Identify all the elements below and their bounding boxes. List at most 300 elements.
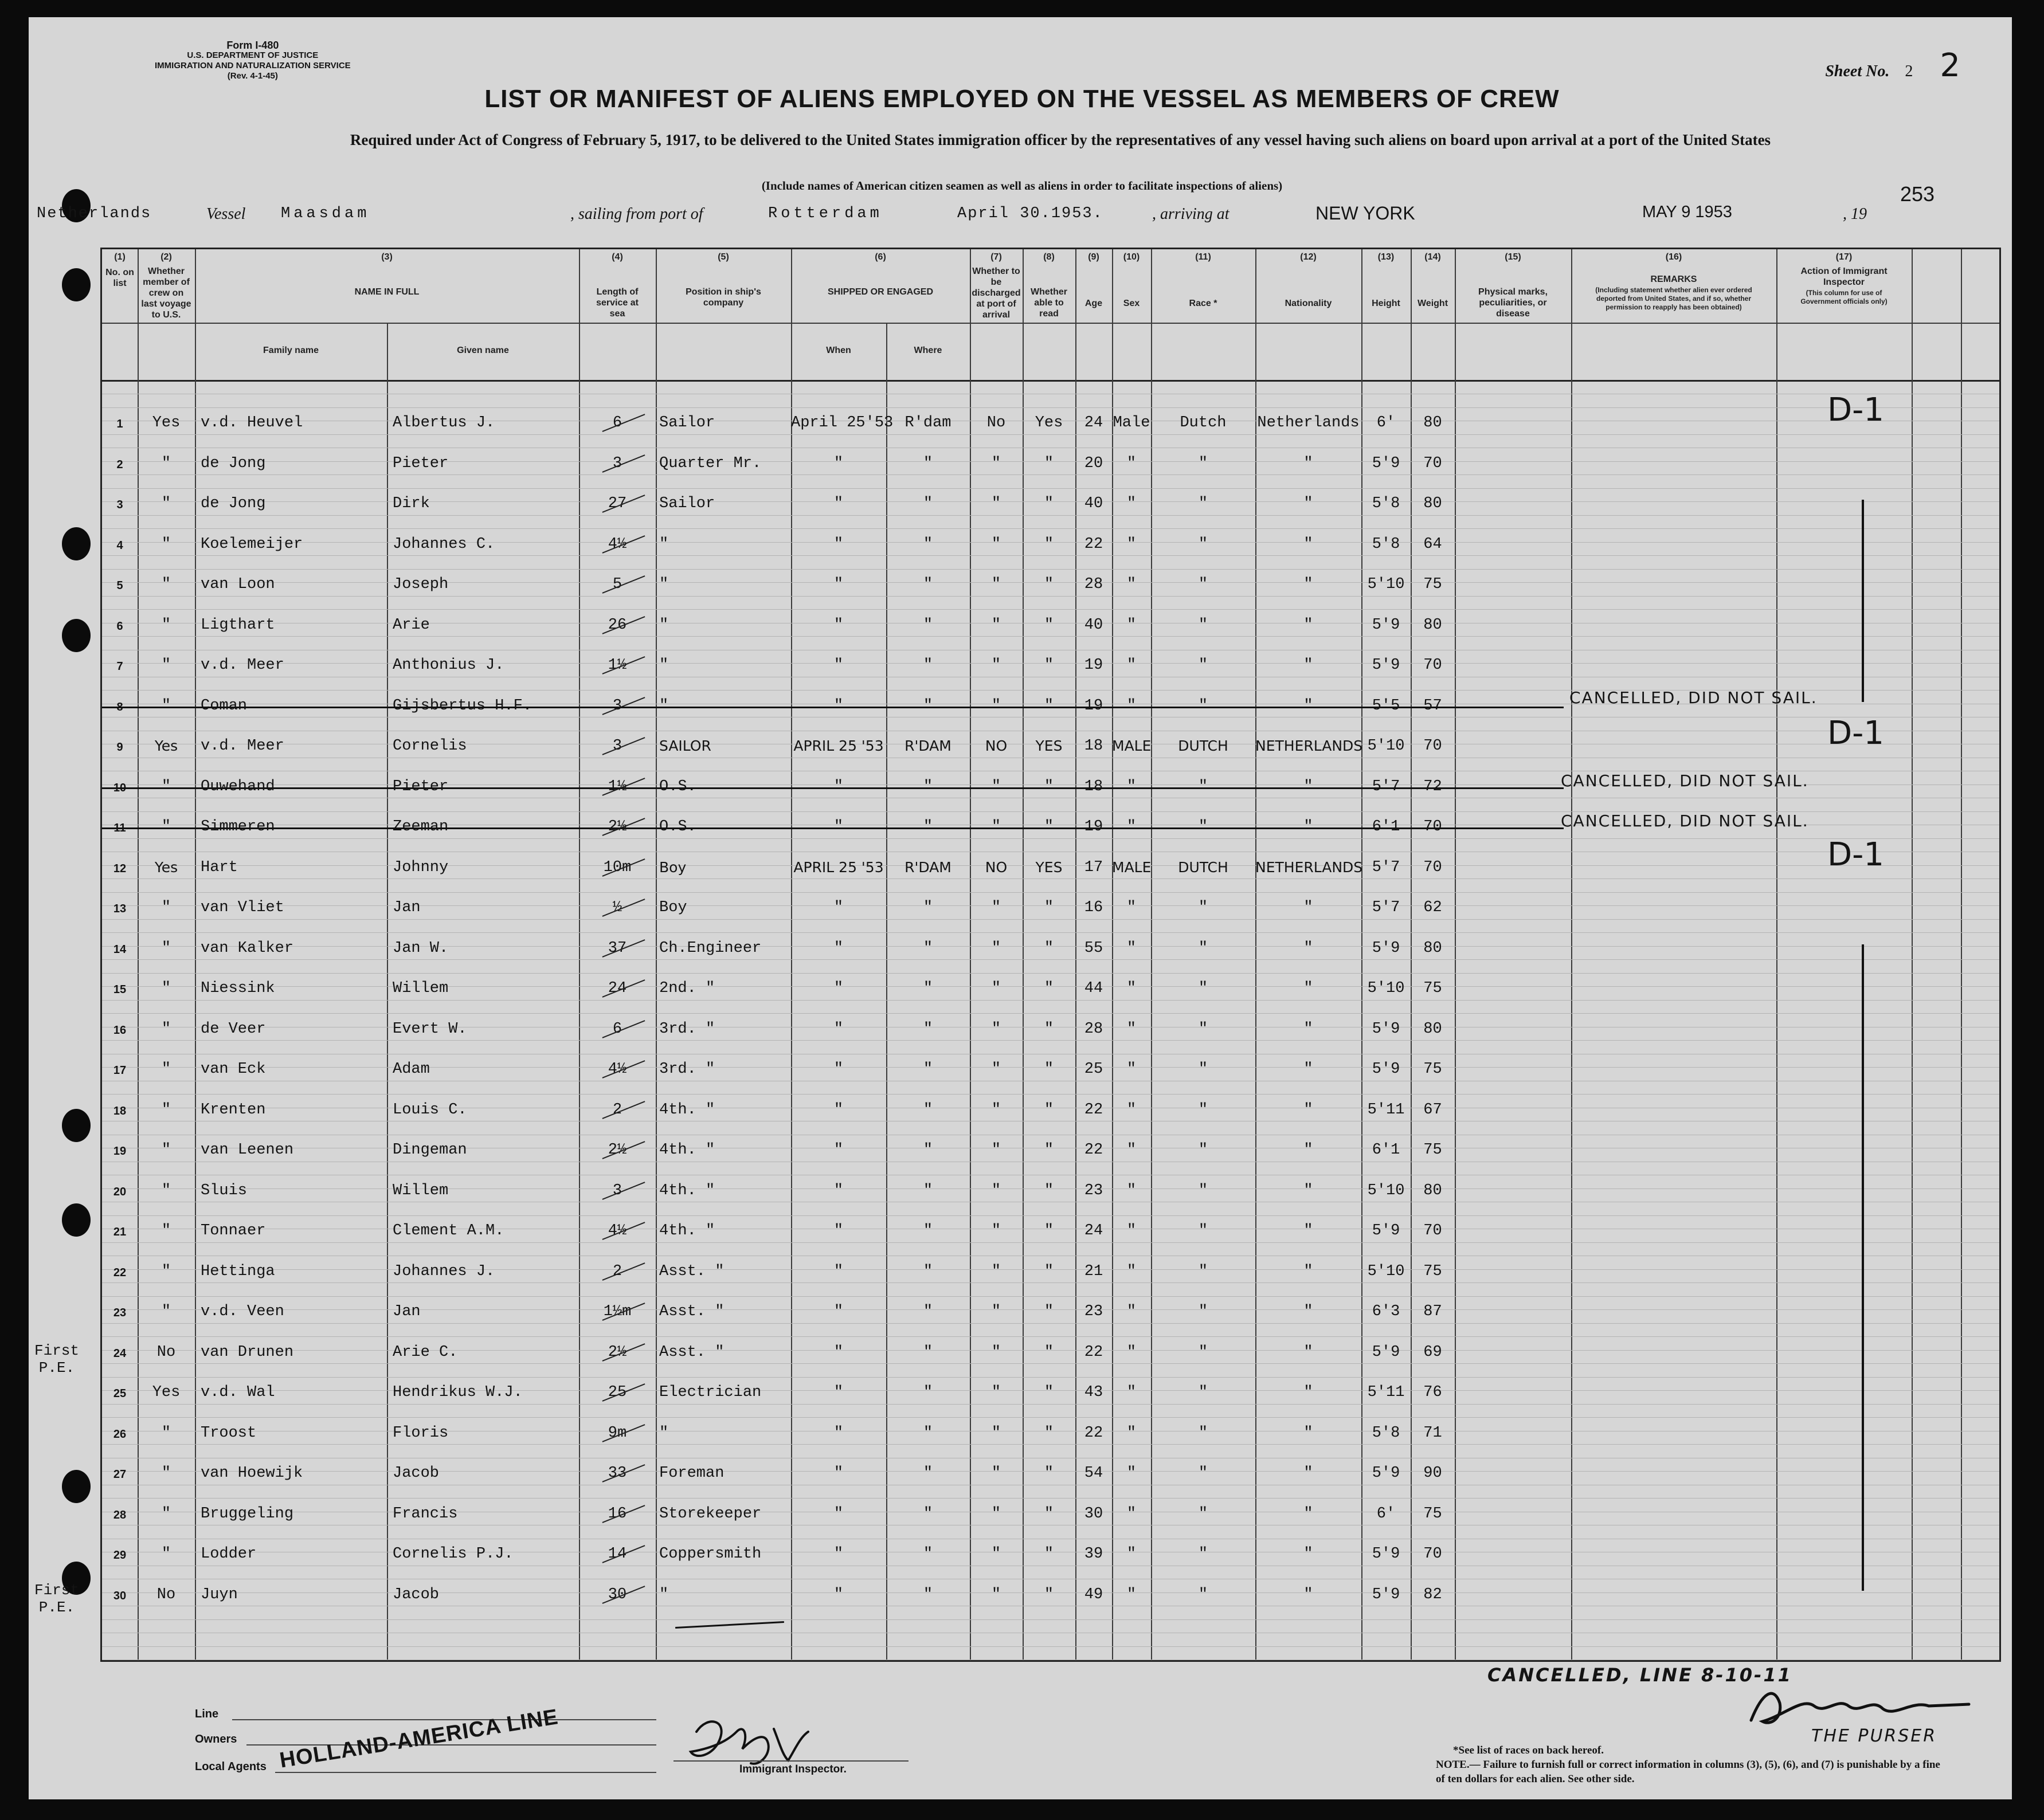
- cell-weight: 70: [1423, 454, 1442, 472]
- cell-service: 3: [612, 1182, 622, 1199]
- col-num: (8): [1043, 252, 1055, 262]
- cell-where: ": [923, 1343, 933, 1361]
- table-row: [102, 1382, 1999, 1407]
- punch-hole: [62, 1109, 91, 1142]
- footer-notes: [1436, 1743, 1952, 1786]
- cell-discharged: ": [991, 1303, 1001, 1320]
- cell-last: ": [161, 1262, 171, 1280]
- cell-race: Dutch: [1180, 414, 1227, 432]
- cell-nationality: ": [1303, 1343, 1313, 1361]
- cell-service: 16: [608, 1505, 627, 1523]
- inspector-underline: [673, 1760, 909, 1762]
- cell-position: O.S.: [659, 778, 696, 795]
- cell-read: Yes: [1035, 414, 1063, 432]
- col-header-weight: [1411, 249, 1455, 309]
- cell-no: 10: [113, 781, 127, 794]
- cell-race: ": [1198, 899, 1208, 916]
- col-header-last-voyage: [138, 249, 195, 320]
- cell-nationality: ": [1303, 1262, 1313, 1280]
- cell-weight: 76: [1423, 1384, 1442, 1401]
- cell-when: ": [833, 939, 844, 957]
- cell-given: Cornelis: [393, 738, 467, 755]
- table-row: [102, 1342, 1999, 1367]
- table-row: [102, 1139, 1999, 1164]
- cell-weight: 75: [1423, 1142, 1442, 1159]
- cell-race: ": [1198, 1101, 1208, 1119]
- col-label: Physical marks, peculiarities, or disease: [1478, 287, 1548, 319]
- cell-weight: 72: [1423, 778, 1442, 795]
- cell-race: ": [1198, 1424, 1208, 1442]
- table-row: [102, 1099, 1999, 1124]
- sheet-label: Sheet No.: [1825, 62, 1890, 80]
- cell-when: ": [833, 1546, 844, 1563]
- cell-service: 26: [608, 616, 627, 634]
- table-row: [102, 1220, 1999, 1245]
- cell-last: ": [161, 818, 171, 836]
- table-row: [102, 453, 1999, 478]
- cell-where: ": [923, 1101, 933, 1119]
- position-end-mark: [675, 1621, 784, 1629]
- cell-age: 20: [1084, 454, 1103, 472]
- col-label: Action of Immigrant Inspector: [1800, 266, 1888, 287]
- col-label: Weight: [1417, 299, 1448, 308]
- cell-given: Evert W.: [393, 1020, 467, 1038]
- cell-nationality: NETHERLANDS: [1255, 858, 1363, 876]
- cell-height: 5'9: [1372, 1061, 1400, 1078]
- cell-family: Sluis: [201, 1182, 248, 1199]
- cell-given: Floris: [393, 1424, 449, 1442]
- col-header-position: [656, 249, 791, 308]
- page-subtitle: Required under Act of Congress of February 5, 1917, to be delivered to the United States immigration officer by the representatives of any vessel having such aliens on board upon arrival at a port of the United States: [350, 131, 1771, 148]
- cell-read: ": [1044, 495, 1054, 512]
- cell-race: ": [1198, 1020, 1208, 1038]
- col-label: Whether to be discharged at port of arrival: [972, 266, 1021, 320]
- cell-height: 5'9: [1372, 1343, 1400, 1361]
- col-num: (6): [875, 252, 886, 262]
- cell-discharged: ": [991, 1465, 1001, 1482]
- cell-where: ": [923, 818, 933, 836]
- col-label: Sex: [1123, 299, 1140, 308]
- cell-nationality: ": [1303, 1546, 1313, 1563]
- cell-height: 5'10: [1367, 1182, 1405, 1199]
- cell-read: ": [1044, 657, 1054, 674]
- cell-given: Jacob: [393, 1465, 440, 1482]
- cell-read: ": [1044, 1586, 1054, 1603]
- cell-position: 4th. ": [659, 1222, 715, 1240]
- cell-where: ": [923, 697, 933, 715]
- vessel-name: Maasdam: [281, 205, 370, 222]
- cell-no: 27: [113, 1468, 127, 1481]
- col-header-read: [1023, 249, 1075, 319]
- cell-height: 6'1: [1372, 818, 1400, 836]
- cell-read: ": [1044, 1303, 1054, 1320]
- cell-sex: ": [1126, 535, 1137, 553]
- cell-family: Ligthart: [201, 616, 275, 634]
- table-row: [102, 1180, 1999, 1205]
- cell-nationality: ": [1303, 778, 1313, 795]
- cell-position: ": [659, 535, 669, 553]
- cell-service: 24: [608, 980, 627, 997]
- cell-given: Willem: [393, 980, 449, 997]
- cell-where: ": [923, 616, 933, 634]
- col-num: (11): [1195, 252, 1211, 262]
- ruled-line: [102, 932, 1999, 933]
- col-label: SHIPPED OR ENGAGED: [827, 287, 934, 297]
- col-num: (4): [612, 252, 623, 262]
- cell-position: ": [659, 1586, 669, 1603]
- cell-last: ": [161, 1303, 171, 1320]
- cell-race: ": [1198, 778, 1208, 795]
- ruled-line: [102, 1417, 1999, 1418]
- table-row: [102, 811, 1999, 841]
- col-num: (12): [1300, 252, 1317, 262]
- cell-where: ": [923, 1182, 933, 1199]
- cell-when: ": [833, 980, 844, 997]
- cell-where: ": [923, 454, 933, 472]
- sheet-handwritten: 2: [1940, 47, 1960, 84]
- cell-no: 19: [113, 1145, 127, 1158]
- cell-position: SAILOR: [659, 738, 711, 754]
- cell-position: Electrician: [659, 1384, 762, 1401]
- cell-nationality: ": [1303, 697, 1313, 715]
- ruled-line: [102, 407, 1999, 408]
- punch-hole: [62, 268, 91, 301]
- cell-no: 8: [116, 700, 123, 713]
- cell-no: 2: [116, 458, 123, 471]
- table-row: [102, 715, 1999, 760]
- cell-when: April 25'53: [791, 414, 894, 432]
- margin-note-text: First P.E.: [34, 1342, 80, 1376]
- cell-age: 22: [1084, 1101, 1103, 1119]
- cell-age: 40: [1084, 616, 1103, 634]
- cell-race: ": [1198, 939, 1208, 957]
- cell-last: ": [161, 1505, 171, 1523]
- col-header-service: [579, 249, 656, 319]
- manifest-footer: [100, 1663, 1998, 1795]
- cell-read: ": [1044, 818, 1054, 836]
- cell-age: 24: [1084, 414, 1103, 432]
- cell-nationality: ": [1303, 980, 1313, 997]
- form-service: IMMIGRATION AND NATURALIZATION SERVICE: [155, 61, 351, 70]
- col-sublabel: (This column for use of Government officials only): [1800, 289, 1888, 305]
- cell-nationality: ": [1303, 1384, 1313, 1401]
- cell-discharged: ": [991, 980, 1001, 997]
- cell-sex: ": [1126, 1424, 1137, 1442]
- form-dept: U.S. DEPARTMENT OF JUSTICE: [187, 50, 319, 60]
- col-header-where: Where: [914, 346, 942, 355]
- margin-note-text: First P.E.: [34, 1582, 80, 1616]
- cell-given: Francis: [393, 1505, 458, 1523]
- col-header-given: Given name: [457, 346, 509, 355]
- cell-given: Jan W.: [393, 939, 449, 957]
- table-row: [102, 614, 1999, 640]
- inspector-continuation-line: [1862, 500, 1864, 702]
- cell-when: ": [833, 1303, 844, 1320]
- cell-last: ": [161, 495, 171, 512]
- cell-weight: 62: [1423, 899, 1442, 916]
- cell-when: APRIL 25 '53: [793, 738, 884, 754]
- arriving-label: , arriving at: [1152, 205, 1229, 223]
- cell-given: Clement A.M.: [393, 1222, 504, 1240]
- cell-discharged: ": [991, 454, 1001, 472]
- cell-sex: ": [1126, 1182, 1137, 1199]
- cell-last: ": [161, 657, 171, 674]
- cell-family: v.d. Meer: [201, 738, 284, 755]
- cell-read: ": [1044, 1546, 1054, 1563]
- cell-race: DUTCH: [1178, 858, 1228, 876]
- remark-cancelled: CANCELLED, DID NOT SAIL.: [1561, 811, 1809, 830]
- cell-where: R'dam: [904, 414, 951, 432]
- cell-race: ": [1198, 1586, 1208, 1603]
- cell-sex: ": [1126, 1384, 1137, 1401]
- cell-where: ": [923, 939, 933, 957]
- cell-no: 15: [113, 983, 127, 996]
- cell-race: ": [1198, 697, 1208, 715]
- cell-when: ": [833, 1262, 844, 1280]
- cell-position: Asst. ": [659, 1303, 725, 1320]
- cell-weight: 70: [1423, 858, 1442, 876]
- punch-hole: [62, 619, 91, 652]
- cell-when: ": [833, 616, 844, 634]
- cell-discharged: ": [991, 1586, 1001, 1603]
- cell-position: Asst. ": [659, 1262, 725, 1280]
- ruled-line: [102, 1094, 1999, 1095]
- cell-nationality: ": [1303, 535, 1313, 553]
- cell-family: de Jong: [201, 495, 266, 512]
- cell-read: ": [1044, 576, 1054, 593]
- col-header-race: [1151, 249, 1255, 309]
- cell-service: 37: [608, 939, 627, 957]
- col-label: Position in ship's company: [686, 287, 761, 308]
- cell-height: 5'9: [1372, 1465, 1400, 1482]
- cell-read: ": [1044, 1020, 1054, 1038]
- cell-no: 5: [116, 579, 123, 592]
- cell-service: 14: [608, 1546, 627, 1563]
- cell-last: ": [161, 1465, 171, 1482]
- cell-last: No: [156, 1343, 176, 1361]
- cell-where: ": [923, 1061, 933, 1078]
- cell-service: 2½: [608, 818, 627, 836]
- cell-family: Coman: [201, 697, 248, 715]
- cell-race: ": [1198, 1303, 1208, 1320]
- cell-height: 5'8: [1372, 495, 1400, 512]
- cell-age: 19: [1084, 657, 1103, 674]
- col-label: Race *: [1189, 299, 1217, 308]
- cell-service: 25: [608, 1384, 627, 1401]
- cell-family: Hettinga: [201, 1262, 275, 1280]
- cell-discharged: ": [991, 697, 1001, 715]
- table-row: [102, 771, 1999, 801]
- cell-position: Ch.Engineer: [659, 939, 762, 957]
- cell-race: ": [1198, 1465, 1208, 1482]
- form-identifier: [155, 40, 351, 81]
- cell-service: 10m: [603, 858, 632, 876]
- cell-age: 24: [1084, 1222, 1103, 1240]
- cell-last: ": [161, 1424, 171, 1442]
- cell-weight: 64: [1423, 535, 1442, 553]
- cell-when: ": [833, 1424, 844, 1442]
- ruled-line: [102, 1619, 1999, 1620]
- col-header-when: When: [826, 346, 851, 355]
- ruled-line: [102, 1336, 1999, 1337]
- cell-last: ": [161, 899, 171, 916]
- cell-weight: 57: [1423, 697, 1442, 715]
- cell-no: 21: [113, 1226, 127, 1238]
- cell-sex: ": [1126, 1142, 1137, 1159]
- cell-discharged: ": [991, 818, 1001, 836]
- cell-no: 25: [113, 1387, 127, 1400]
- cell-given: Joseph: [393, 576, 449, 593]
- table-row: [102, 836, 1999, 882]
- remark-cancelled: CANCELLED, DID NOT SAIL.: [1569, 688, 1818, 707]
- cell-weight: 70: [1423, 738, 1442, 755]
- cell-when: ": [833, 535, 844, 553]
- cell-height: 5'9: [1372, 454, 1400, 472]
- cell-nationality: ": [1303, 939, 1313, 957]
- cell-height: 5'10: [1367, 1262, 1405, 1280]
- cell-where: ": [923, 899, 933, 916]
- cell-position: Sailor: [659, 414, 715, 432]
- col-num: (2): [160, 252, 172, 262]
- col-num: (9): [1088, 252, 1099, 262]
- cell-height: 5'11: [1367, 1101, 1405, 1119]
- cell-read: ": [1044, 1262, 1054, 1280]
- col-header-height: [1361, 249, 1411, 309]
- cell-last: ": [161, 1101, 171, 1119]
- cell-family: van Loon: [201, 576, 275, 593]
- cell-height: 6': [1376, 414, 1396, 432]
- cell-given: Louis C.: [393, 1101, 467, 1119]
- cell-height: 5'9: [1372, 657, 1400, 674]
- cell-race: ": [1198, 1262, 1208, 1280]
- col-label: Nationality: [1285, 299, 1332, 308]
- inspector-action-mark: D-1: [1827, 391, 1884, 429]
- cell-when: ": [833, 1061, 844, 1078]
- cell-position: 2nd. ": [659, 980, 715, 997]
- cell-weight: 87: [1423, 1303, 1442, 1320]
- page-title: LIST OR MANIFEST OF ALIENS EMPLOYED ON THE VESSEL AS MEMBERS OF CREW: [484, 85, 1560, 113]
- cell-service: 30: [608, 1586, 627, 1603]
- cell-position: Boy: [659, 899, 687, 916]
- cell-no: 22: [113, 1266, 127, 1279]
- col-num: (14): [1424, 252, 1441, 262]
- cell-position: Storekeeper: [659, 1505, 762, 1523]
- cell-family: van Eck: [201, 1061, 266, 1078]
- cell-weight: 71: [1423, 1424, 1442, 1442]
- cell-age: 23: [1084, 1303, 1103, 1320]
- cell-family: Krenten: [201, 1101, 266, 1119]
- cancelled-lines-note: CANCELLED, LINE 8-10-11: [1487, 1664, 1792, 1686]
- cell-position: 4th. ": [659, 1142, 715, 1159]
- cell-read: YES: [1035, 738, 1063, 754]
- cell-weight: 80: [1423, 939, 1442, 957]
- cell-discharged: ": [991, 1142, 1001, 1159]
- cell-nationality: ": [1303, 1061, 1313, 1078]
- cell-sex: Male: [1113, 414, 1150, 432]
- cell-where: ": [923, 576, 933, 593]
- cell-where: ": [923, 1020, 933, 1038]
- cell-family: van Kalker: [201, 939, 294, 957]
- cell-position: Asst. ": [659, 1343, 725, 1361]
- cell-nationality: ": [1303, 818, 1313, 836]
- cell-height: 5'7: [1372, 778, 1400, 795]
- col-header-name: [195, 249, 579, 297]
- cell-no: 6: [116, 619, 123, 633]
- cell-given: Arie: [393, 616, 430, 634]
- cell-service: 2: [612, 1101, 622, 1119]
- purser-signature: [1740, 1680, 1980, 1732]
- cell-family: Lodder: [201, 1546, 257, 1563]
- col-label: Length of service at sea: [596, 287, 639, 319]
- cell-age: 28: [1084, 1020, 1103, 1038]
- cell-sex: ": [1126, 778, 1137, 795]
- cell-service: 33: [608, 1465, 627, 1482]
- cell-age: 17: [1084, 858, 1103, 876]
- cell-height: 5'7: [1372, 899, 1400, 916]
- cell-family: v.d. Veen: [201, 1303, 284, 1320]
- cell-read: ": [1044, 1182, 1054, 1199]
- cell-given: Jan: [393, 899, 421, 916]
- cell-nationality: NETHERLANDS: [1255, 738, 1363, 754]
- cell-last: ": [161, 939, 171, 957]
- cell-service: 2½: [608, 1142, 627, 1159]
- cell-sex: ": [1126, 1262, 1137, 1280]
- cell-sex: ": [1126, 495, 1137, 512]
- cell-weight: 75: [1423, 1505, 1442, 1523]
- cell-service: 5: [612, 576, 622, 593]
- cell-when: ": [833, 1384, 844, 1401]
- ruled-line: [102, 609, 1999, 610]
- cell-race: ": [1198, 1182, 1208, 1199]
- cell-nationality: ": [1303, 1505, 1313, 1523]
- cell-given: Johnny: [393, 858, 449, 876]
- strike-through-line: [102, 707, 1564, 708]
- cell-height: 5'9: [1372, 939, 1400, 957]
- cell-given: Cornelis P.J.: [393, 1546, 514, 1563]
- cell-service: 4½: [608, 535, 627, 553]
- cell-sex: ": [1126, 657, 1137, 674]
- table-row: [102, 654, 1999, 680]
- cell-nationality: ": [1303, 1586, 1313, 1603]
- cell-service: 4½: [608, 1222, 627, 1240]
- cell-read: ": [1044, 778, 1054, 795]
- cell-age: 22: [1084, 1142, 1103, 1159]
- cell-last: ": [161, 697, 171, 715]
- cell-age: 22: [1084, 535, 1103, 553]
- ruled-line: [102, 528, 1999, 529]
- cell-when: ": [833, 454, 844, 472]
- cell-family: v.d. Wal: [201, 1384, 275, 1401]
- cell-no: 26: [113, 1427, 127, 1441]
- cell-service: 3: [612, 697, 622, 715]
- cell-read: ": [1044, 1465, 1054, 1482]
- cell-no: 7: [116, 660, 123, 673]
- cell-position: 4th. ": [659, 1101, 715, 1119]
- cell-nationality: ": [1303, 1303, 1313, 1320]
- cell-last: Yes: [152, 414, 181, 432]
- cell-position: ": [659, 616, 669, 634]
- inspector-action-mark: D-1: [1827, 715, 1884, 752]
- ruled-line: [102, 1296, 1999, 1297]
- cell-height: 5'7: [1372, 858, 1400, 876]
- col-header-discharged: [970, 249, 1023, 320]
- cell-age: 54: [1084, 1465, 1103, 1482]
- cell-where: ": [923, 495, 933, 512]
- cell-weight: 69: [1423, 1343, 1442, 1361]
- col-num: (1): [114, 252, 126, 262]
- cell-weight: 80: [1423, 616, 1442, 634]
- cell-no: 11: [113, 822, 126, 834]
